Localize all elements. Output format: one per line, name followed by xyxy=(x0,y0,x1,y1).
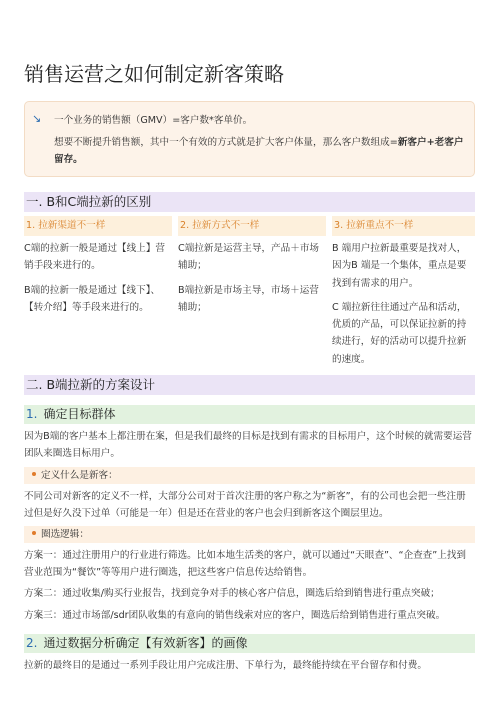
subsection-2-title: 通过数据分析确定【有效新客】的画像 xyxy=(43,636,248,650)
bullet-new-customer-definition xyxy=(24,467,475,484)
column-2-header: 2. 拉新方式不一样 xyxy=(178,216,326,236)
callout-line-2 xyxy=(54,134,466,168)
plan-2-text: 方案二：通过收集/购买行业报告，找到竞争对手的核心客户信息，圈选后给到销售进行重点突破； xyxy=(24,588,440,599)
comparison-column-1 xyxy=(24,216,172,316)
bullet-dot-icon xyxy=(32,531,36,535)
callout-line-1: 一个业务的销售额（GMV）=客户数*客单价。 xyxy=(54,115,253,126)
section-2-heading: 二. B端拉新的方案设计 xyxy=(24,375,475,395)
summary-callout xyxy=(24,101,475,177)
subsection-2-heading xyxy=(24,634,475,653)
column-1-paragraph-1: C端的拉新一般是通过【线上】营销手段来进行的。 xyxy=(24,243,166,272)
callout-line-2-bold: 新客户+老客户留存。 xyxy=(54,137,464,165)
comparison-column-2 xyxy=(178,216,326,316)
subsection-1-heading xyxy=(24,405,475,424)
subsection-2-paragraph: 拉新的最终目的是通过一系列手段让用户完成注册、下单行为，最终能持续在平台留存和付费。 xyxy=(24,660,427,671)
section-1-heading: 一. B和C端拉新的区别 xyxy=(24,192,475,212)
column-2-paragraph-2: B端拉新是市场主导，市场＋运营辅助； xyxy=(178,284,319,313)
subsection-1-title: 确定目标群体 xyxy=(43,407,116,421)
bullet-2-label: 圈选逻辑： xyxy=(41,529,89,540)
callout-line-2-text: 想要不断提升销售额，其中一个有效的方式就是扩大客户体量，那么客户数组成= xyxy=(54,137,398,148)
subsection-1-number: 1. xyxy=(26,407,38,421)
plan-1-text: 方案一：通过注册用户的行业进行筛选。比如本地生活类的客户，就可以通过“天眼查”、“企查查”上找到营业范围为“餐饮”等等用户进行圈选，把这些客户信息传达给销售。 xyxy=(24,550,467,579)
column-3-header: 3. 拉新重点不一样 xyxy=(332,216,475,236)
column-3-paragraph-2: C 端拉新往往通过产品和活动，优质的产品，可以保证拉新的持续进行，好的活动可以提升拉新的速度。 xyxy=(332,301,467,365)
new-customer-definition-text: 不同公司对新客的定义不一样，大部分公司对于首次注册的客户称之为“新客”，有的公司也会把一些注册过但是好久没下过单（可能是一年）但是还在营业的客户也会归到新客这个圈层里边。 xyxy=(24,491,466,520)
subsection-1-paragraph: 因为B端的客户基本上都注册在案，但是我们最终的目标是找到有需求的目标用户，这个时候的就需要运营团队来圈选目标用户。 xyxy=(24,431,472,460)
page-title: 销售运营之如何制定新客策略 xyxy=(24,62,284,86)
pin-icon: ↘ xyxy=(32,112,42,125)
comparison-column-3 xyxy=(332,216,475,368)
bullet-1-label: 定义什么是新客： xyxy=(41,470,118,481)
column-2-paragraph-1: C端拉新是运营主导，产品＋市场辅助； xyxy=(178,243,320,272)
bullet-dot-icon xyxy=(32,472,36,476)
bullet-selection-logic xyxy=(24,526,475,543)
plan-3-text: 方案三：通过市场部/sdr团队收集的有意向的销售线索对应的客户，圈选后给到销售进行重点突破。 xyxy=(24,610,446,621)
column-3-paragraph-1: B 端用户拉新最重要是找对人，因为B 端是一个集体，重点是要找到有需求的用户。 xyxy=(332,243,467,289)
column-1-header: 1. 拉新渠道不一样 xyxy=(24,216,172,236)
column-1-paragraph-2: B端的拉新一般是通过【线下】、【转介绍】等手段来进行的。 xyxy=(24,284,161,313)
subsection-2-number: 2. xyxy=(26,636,38,650)
